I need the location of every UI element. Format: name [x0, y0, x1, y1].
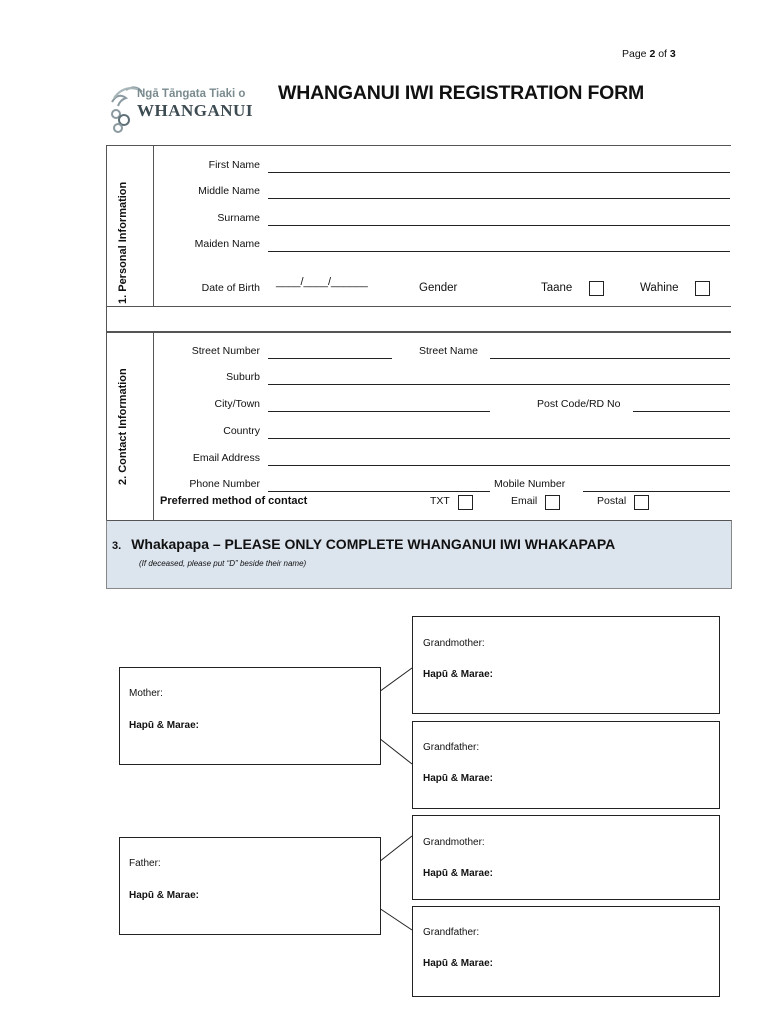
father-hapu-label: Hapū & Marae:: [129, 890, 200, 901]
section3-number: 3.: [112, 540, 122, 552]
paternal-grandfather-label: Grandfather:: [423, 927, 480, 938]
paternal-grandfather-hapu-label: Hapū & Marae:: [423, 958, 494, 969]
paternal-grandmother-hapu-label: Hapū & Marae:: [423, 868, 494, 879]
paternal-grandmother-label: Grandmother:: [423, 837, 485, 848]
section2-title: 2. Contact Information: [117, 368, 129, 485]
paternal-grandmother-box[interactable]: [412, 815, 720, 900]
first-name-label: First Name: [208, 159, 260, 171]
postal-label: Postal: [597, 495, 627, 507]
postcode-label: Post Code/RD No: [537, 398, 621, 410]
father-box[interactable]: [119, 837, 381, 935]
section1-title: 1. Personal Information: [117, 181, 129, 304]
maternal-grandmother-box[interactable]: [412, 616, 720, 714]
suburb-label: Suburb: [226, 371, 260, 383]
page-total: 3: [669, 48, 676, 60]
mobile-label: Mobile Number: [494, 478, 566, 490]
date-of-birth-label: Date of Birth: [201, 282, 260, 294]
street-number-label: Street Number: [191, 345, 260, 357]
logo-text-line1: Ngā Tāngata Tiaki o: [137, 88, 246, 100]
maternal-grandmother-label: Grandmother:: [423, 638, 485, 649]
page-label: Page: [622, 48, 647, 60]
taane-label: Taane: [541, 282, 573, 294]
maternal-grandfather-box[interactable]: [412, 721, 720, 809]
paternal-grandfather-box[interactable]: [412, 906, 720, 997]
wahine-label: Wahine: [640, 282, 679, 294]
country-label: Country: [223, 425, 260, 437]
section3-title: Whakapapa – PLEASE ONLY COMPLETE WHANGANUI IWI WHAKAPAPA: [131, 536, 616, 552]
email-label: Email Address: [192, 452, 260, 464]
maternal-grandfather-label: Grandfather:: [423, 742, 480, 753]
email-option-label: Email: [511, 495, 538, 507]
form-title: WHANGANUI IWI REGISTRATION FORM: [278, 82, 645, 104]
surname-label: Surname: [217, 212, 260, 224]
page-current: 2: [649, 48, 656, 60]
page-of: of: [658, 48, 667, 60]
street-name-label: Street Name: [419, 345, 478, 357]
mother-box[interactable]: [119, 667, 381, 765]
maternal-grandmother-hapu-label: Hapū & Marae:: [423, 669, 494, 680]
preferred-contact-label: Preferred method of contact: [160, 495, 308, 507]
father-label: Father:: [129, 858, 161, 869]
maternal-grandfather-hapu-label: Hapū & Marae:: [423, 773, 494, 784]
maiden-name-label: Maiden Name: [194, 238, 260, 250]
gender-label: Gender: [419, 282, 458, 294]
date-of-birth-field[interactable]: ____/____/______: [276, 276, 368, 288]
phone-label: Phone Number: [189, 478, 260, 490]
middle-name-label: Middle Name: [198, 185, 260, 197]
whakapapa-note: (If deceased, please put “D” beside their name): [139, 559, 307, 568]
city-label: City/Town: [214, 398, 260, 410]
mother-hapu-label: Hapū & Marae:: [129, 720, 200, 731]
logo-text-line2: WHANGANUI: [137, 101, 253, 120]
txt-label: TXT: [430, 495, 450, 507]
mother-label: Mother:: [129, 688, 163, 699]
